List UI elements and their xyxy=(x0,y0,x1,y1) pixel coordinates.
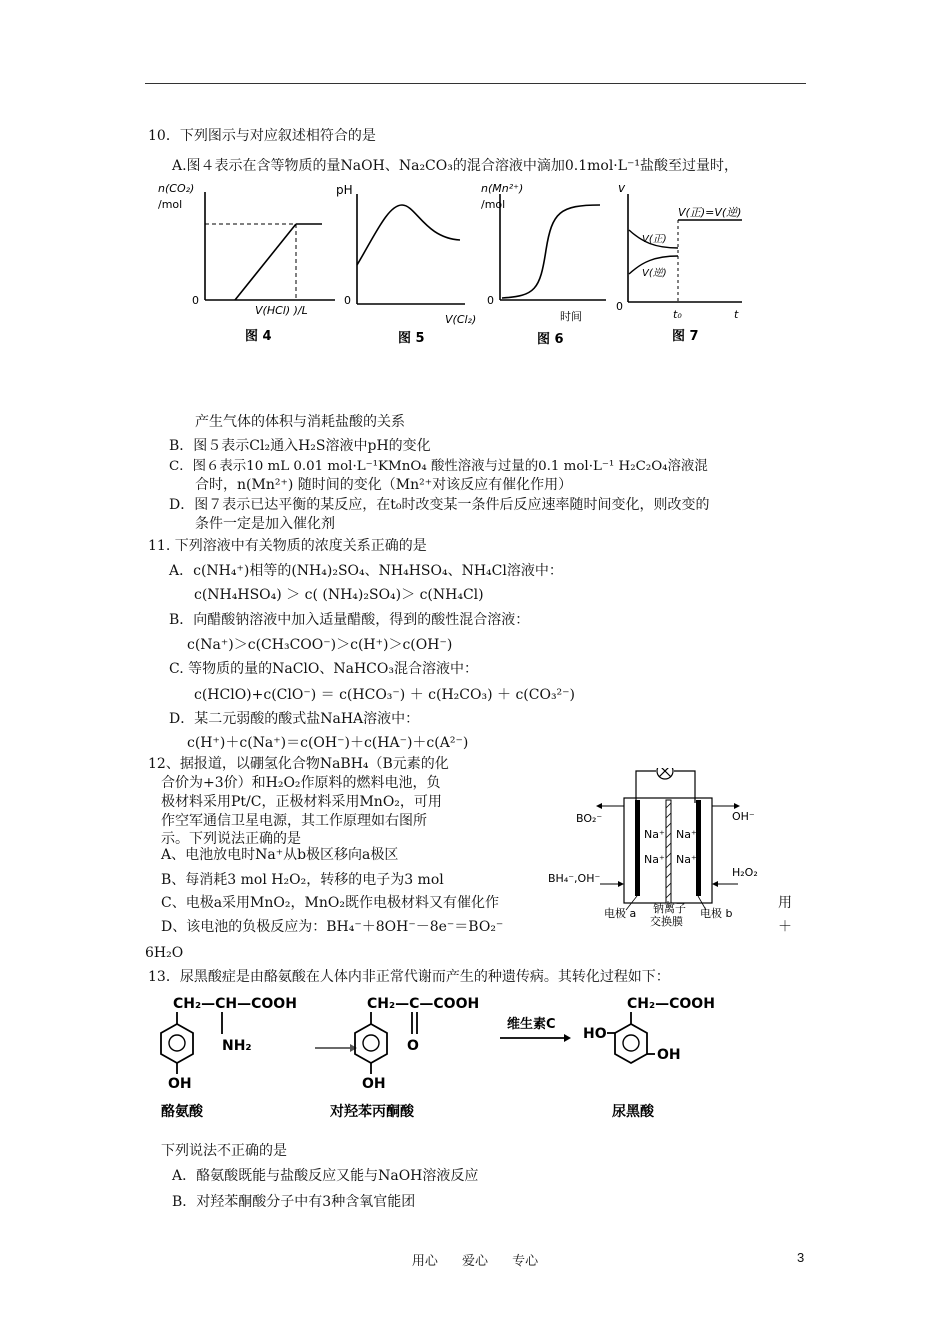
fig5-caption: 图 5 xyxy=(398,331,425,346)
page-number: 3 xyxy=(797,1250,805,1265)
q11-option-d-line2: c(H⁺)＋c(Na⁺)＝c(OH⁻)＋c(HA⁻)＋c(A²⁻) xyxy=(187,735,469,751)
q12-option-d: D、该电池的负极反应为：BH₄⁻＋8OH⁻－8e⁻＝BO₂⁻ xyxy=(161,919,504,935)
q11-option-c-line1: C. 等物质的量的NaClO、NaHCO₃混合溶液中： xyxy=(169,661,478,677)
fig5-xlabel: V(Cl₂) xyxy=(445,313,477,326)
q12-option-d-cont: 6H₂O xyxy=(145,945,184,961)
q13-option-b: B．对羟苯酮酸分子中有3种含氧官能团 xyxy=(172,1194,416,1210)
electrode-b xyxy=(696,800,701,896)
fig4-curve xyxy=(235,224,296,300)
q12-option-c-tail: 用 xyxy=(778,895,792,911)
q10-option-d-line1: D．图７表示已达平衡的某反应，在t₀时改变某一条件后反应速率随时间变化，则改变的 xyxy=(169,497,710,513)
electrode-a xyxy=(635,800,640,896)
fig4-ylabel: n(CO₂) xyxy=(158,182,195,195)
hga-benzene-ring xyxy=(615,1024,647,1063)
hpp-benzene-ring xyxy=(355,1024,387,1063)
footer-word-2: 爱心 xyxy=(461,1254,488,1269)
fig6-yunit: /mol xyxy=(481,198,506,211)
fig7-eq-label: V(正)=V(逆) xyxy=(678,206,742,219)
hga-ho: HO xyxy=(583,1026,607,1042)
q10-option-c-line2: 合时，n(Mn²⁺) 随时间的变化（Mn²⁺对该反应有催化作用） xyxy=(195,477,573,493)
fig7-reverse-label: V(逆) xyxy=(642,268,667,279)
na-label-1: Na⁺ xyxy=(644,828,665,841)
tyr-oh: OH xyxy=(168,1076,192,1092)
q12-option-d-tail: ＋ xyxy=(778,919,792,935)
footer-word-1: 用心 xyxy=(411,1254,438,1269)
q12-stem-line5: 示。下列说法正确的是 xyxy=(161,831,301,847)
q11-stem: 11. 下列溶液中有关物质的浓度关系正确的是 xyxy=(148,538,427,554)
electrode-b-label: 电极 b xyxy=(700,907,733,920)
na-label-4: Na⁺ xyxy=(676,853,697,866)
reaction-scheme xyxy=(155,988,715,1123)
hpp-oh: OH xyxy=(362,1076,386,1092)
fig7-caption: 图 7 xyxy=(672,329,699,344)
q12-option-a: A、电池放电时Na⁺从b极区移向a极区 xyxy=(161,847,399,863)
q13-option-a: A．酪氨酸既能与盐酸反应又能与NaOH溶液反应 xyxy=(172,1168,479,1184)
fig4-caption: 图 4 xyxy=(245,329,272,344)
fig5-ylabel: pH xyxy=(336,183,353,197)
fig5-origin: 0 xyxy=(344,294,351,307)
fuel-cell-diagram xyxy=(540,768,775,928)
bh4-oh-label: BH₄⁻,OH⁻ xyxy=(548,872,601,885)
q12-stem-line1: 12、据报道，以硼氢化合物NaBH₄（B元素的化 xyxy=(148,756,449,772)
q12-stem-line2: 合价为+3价）和H₂O₂作原料的燃料电池，负 xyxy=(161,775,441,791)
q12-stem-line4: 作空军通信卫星电源，其工作原理如右图所 xyxy=(161,813,427,829)
q11-option-a-line1: A．c(NH₄⁺)相等的(NH₄)₂SO₄、NH₄HSO₄、NH₄Cl溶液中： xyxy=(169,563,563,579)
footer-word-3: 专心 xyxy=(512,1254,539,1269)
tyr-chain: CH₂—CH—COOH xyxy=(173,996,297,1012)
fig6-origin: 0 xyxy=(487,294,494,307)
q10-option-c-line1: C．图６表示10 mL 0.01 mol·L⁻¹KMnO₄ 酸性溶液与过量的0.1 mol·L⁻¹ H₂C₂O₄溶液混 xyxy=(169,459,708,474)
fig6-ylabel: n(Mn²⁺) xyxy=(481,182,524,195)
q10-option-a-line1: A.图４表示在含等物质的量NaOH、Na₂CO₃的混合溶液中滴加0.1mol·L⁻¹盐酸至过量时， xyxy=(172,158,739,174)
fig7-forward-label: V(正) xyxy=(642,234,667,245)
fig4-origin: 0 xyxy=(192,294,199,307)
na-label-3: Na⁺ xyxy=(644,853,665,866)
fig5-curve xyxy=(357,205,460,265)
q10-option-a-line2: 产生气体的体积与消耗盐酸的关系 xyxy=(195,414,405,430)
q10-option-b: B．图５表示Cl₂通入H₂S溶液中pH的变化 xyxy=(169,438,431,454)
q11-option-d-line1: D．某二元弱酸的酸式盐NaHA溶液中： xyxy=(169,711,420,727)
footer-motto xyxy=(0,1250,950,1269)
h2o2-label: H₂O₂ xyxy=(732,866,758,879)
fig7-xlabel: t xyxy=(734,308,739,321)
q11-option-a-line2: c(NH₄HSO₄) ＞ c( (NH₄)₂SO₄)＞ c(NH₄Cl) xyxy=(194,587,484,603)
q11-option-b-line2: c(Na⁺)＞c(CH₃COO⁻)＞c(H⁺)＞c(OH⁻) xyxy=(187,637,453,653)
figure-4 xyxy=(158,182,335,344)
fig4-xlabel: V(HCl) )/L xyxy=(255,304,308,317)
bo2-label: BO₂⁻ xyxy=(576,812,603,825)
header-rule xyxy=(145,83,806,84)
oh-label: OH⁻ xyxy=(732,810,755,823)
membrane-label-2: 交换膜 xyxy=(650,915,683,928)
hga-name: 尿黑酸 xyxy=(612,1104,654,1120)
na-label-2: Na⁺ xyxy=(676,828,697,841)
hpp-o: O xyxy=(407,1038,419,1054)
vitamin-c-label: 维生素C xyxy=(507,1017,556,1032)
q12-stem-line3: 极材料采用Pt/C，正极材料采用MnO₂，可用 xyxy=(161,794,442,810)
q12-option-b: B、每消耗3 mol H₂O₂，转移的电子为3 mol xyxy=(161,872,444,888)
hpp-name: 对羟苯丙酮酸 xyxy=(330,1104,414,1120)
fig6-caption: 图 6 xyxy=(537,332,564,347)
q10-stem: 10．下列图示与对应叙述相符合的是 xyxy=(148,128,376,144)
hga-oh: OH xyxy=(657,1047,681,1063)
q11-option-b-line1: B．向醋酸钠溶液中加入适量醋酸，得到的酸性混合溶液： xyxy=(169,612,530,628)
electrode-a-label: 电极 a xyxy=(604,907,637,920)
tyr-benzene-ring xyxy=(161,1024,193,1063)
fig6-xlabel: 时间 xyxy=(560,310,582,323)
q13-stem: 13．尿黑酸症是由酪氨酸在人体内非正常代谢而产生的种遗传病。其转化过程如下： xyxy=(148,969,670,985)
figure-5 xyxy=(336,183,476,346)
q10-figures xyxy=(150,180,765,355)
fig6-curve xyxy=(502,205,600,298)
membrane-label-1: 钠离子 xyxy=(653,902,686,915)
fig7-t0: t₀ xyxy=(673,308,682,321)
hga-chain: CH₂—COOH xyxy=(627,996,715,1012)
fig7-origin: 0 xyxy=(616,300,623,313)
q10-option-d-line2: 条件一定是加入催化剂 xyxy=(195,516,335,532)
q11-option-c-line2: c(HClO)+c(ClO⁻) ＝ c(HCO₃⁻) ＋ c(H₂CO₃) ＋ c(CO₃²⁻) xyxy=(194,687,576,703)
fig4-yunit: /mol xyxy=(158,198,183,211)
tyr-nh2: NH₂ xyxy=(222,1038,252,1054)
tyr-name: 酪氨酸 xyxy=(161,1104,203,1120)
figure-7 xyxy=(616,181,742,344)
q12-option-c: C、电极a采用MnO₂，MnO₂既作电极材料又有催化作 xyxy=(161,895,499,911)
fig7-ylabel: v xyxy=(618,181,626,195)
figure-6 xyxy=(481,182,606,347)
hpp-chain: CH₂—C—COOH xyxy=(367,996,480,1012)
q13-subquestion: 下列说法不正确的是 xyxy=(161,1143,287,1159)
